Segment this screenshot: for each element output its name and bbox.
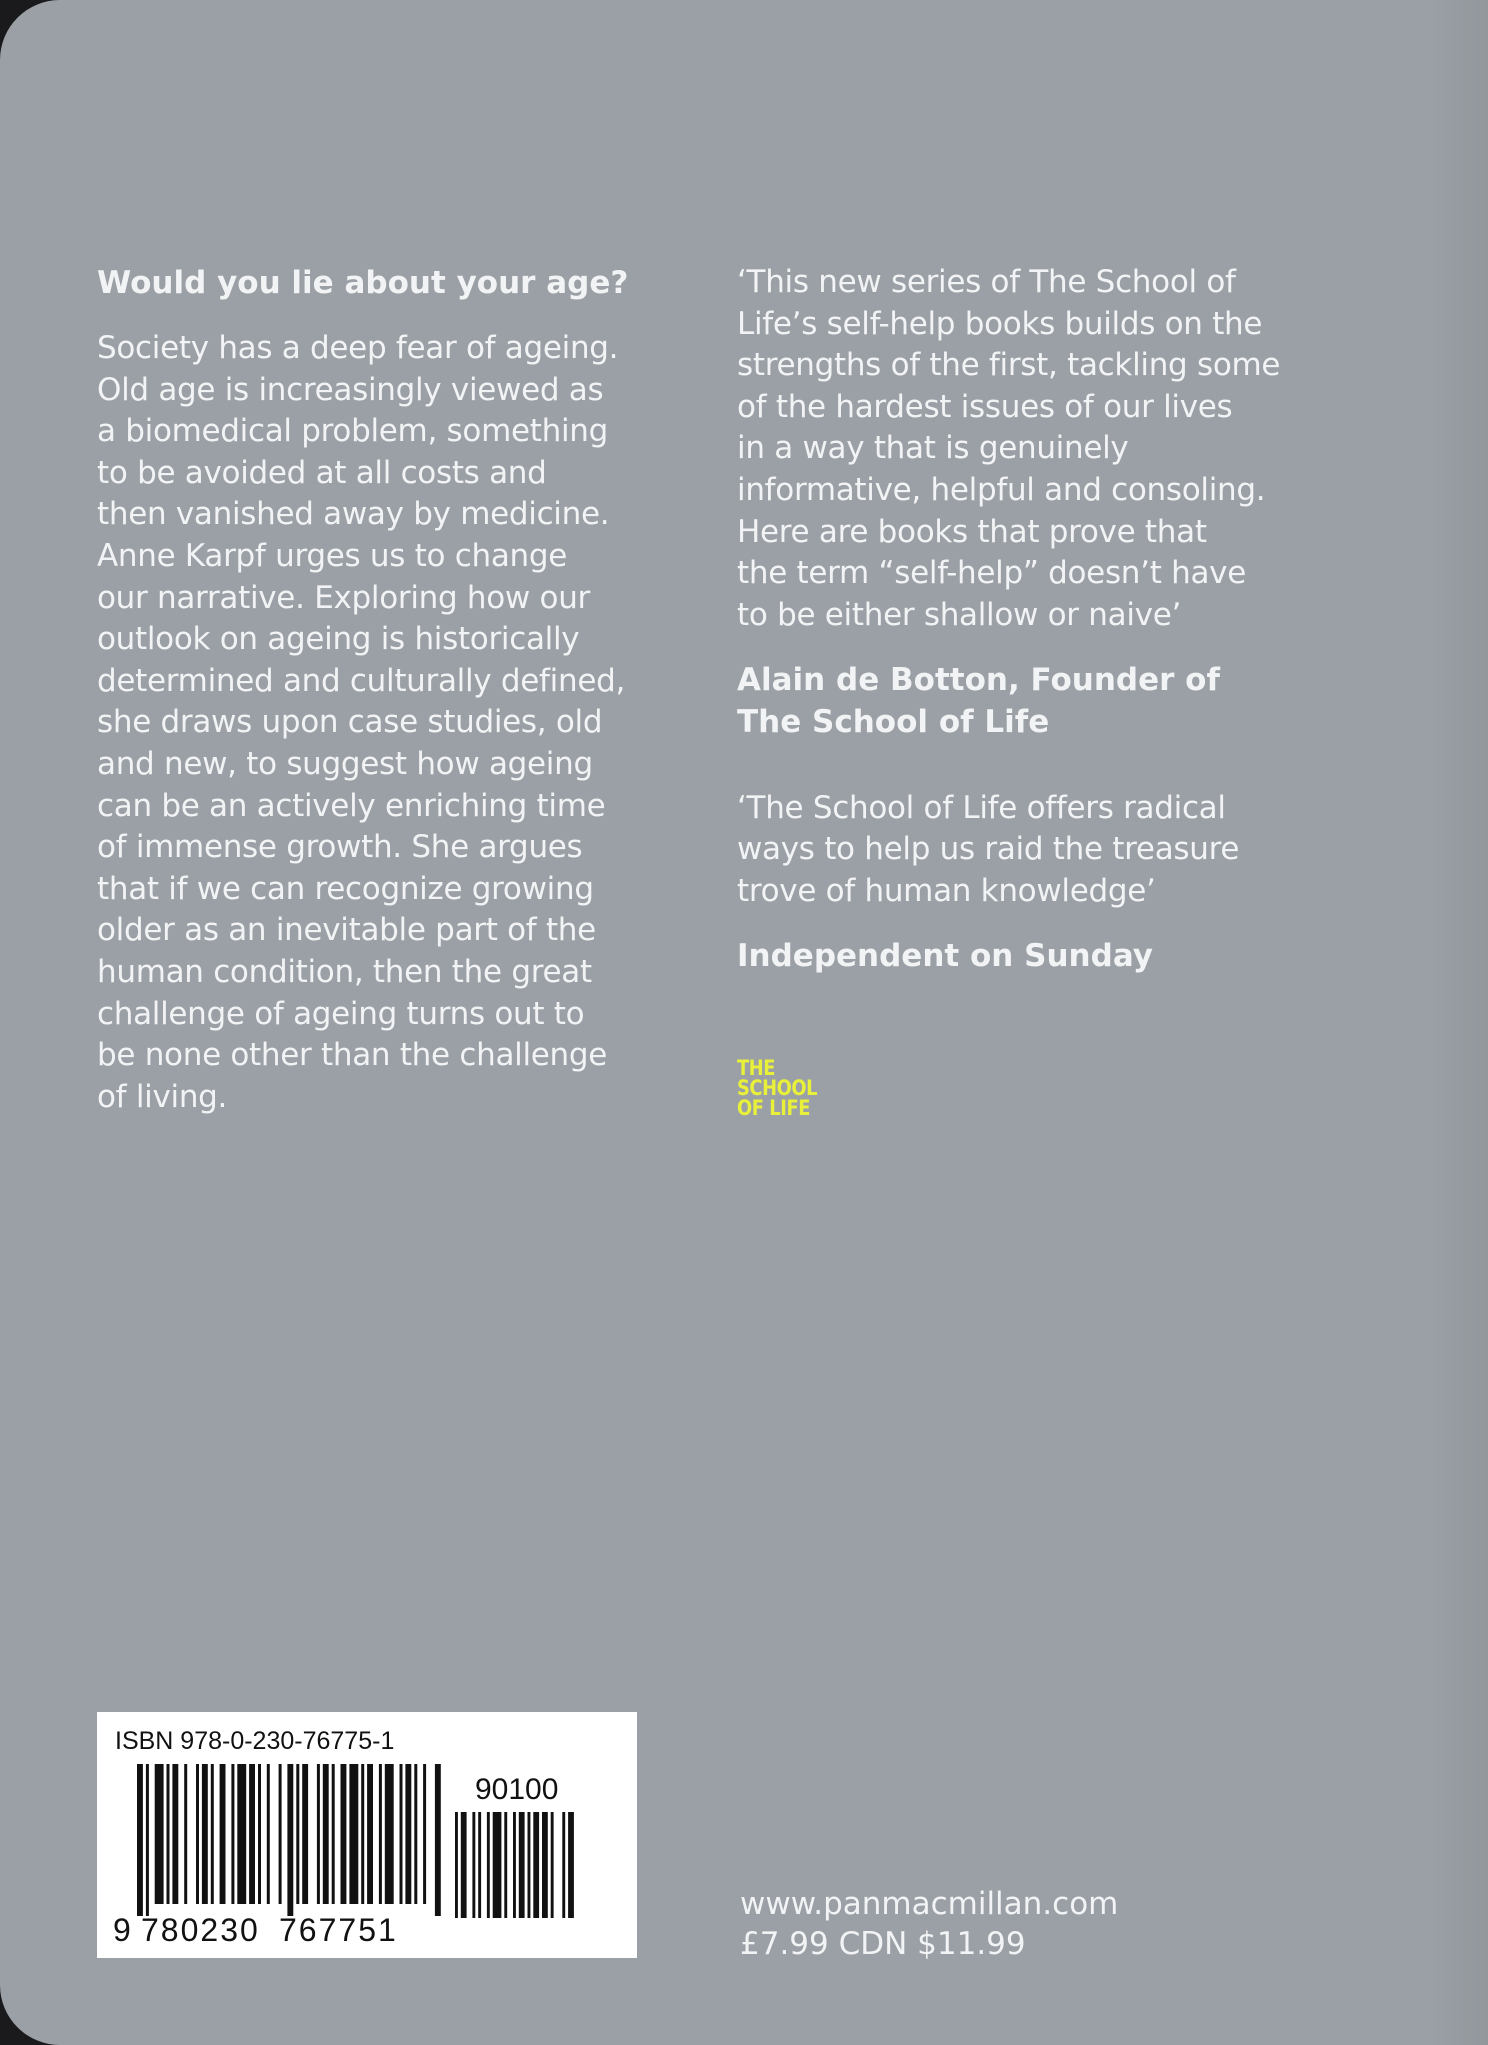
barcode-bar: [361, 1764, 364, 1904]
blurb-line: that if we can recognize growing: [97, 870, 594, 907]
quote-line: Life’s self-help books builds on the: [737, 305, 1263, 342]
publisher-footer: [740, 1884, 1118, 1964]
barcode-bar: [202, 1764, 208, 1904]
blurb-line: can be an actively enriching time: [97, 787, 606, 824]
blurb-line: and new, to suggest how ageing: [97, 745, 593, 782]
barcode-bar: [349, 1764, 358, 1904]
quote-line: informative, helpful and consoling.: [737, 471, 1266, 508]
blurb-line: human condition, then the great: [97, 953, 592, 990]
blurb-line: outlook on ageing is historically: [97, 621, 580, 658]
blurb-column: [97, 262, 707, 1118]
barcode-bar: [258, 1764, 261, 1904]
blurb-line: Anne Karpf urges us to change: [97, 537, 568, 574]
blurb-line: older as an inevitable part of the: [97, 912, 596, 949]
addon-bar: [542, 1812, 548, 1918]
barcode-bar: [279, 1764, 282, 1904]
addon-bar: [568, 1812, 574, 1918]
blurb-line: be none other than the challenge: [97, 1037, 608, 1074]
logo-line: SCHOOL: [737, 1076, 818, 1100]
barcode-bar: [172, 1764, 178, 1904]
barcode-bar: [423, 1764, 426, 1904]
quote-line: in a way that is genuinely: [737, 430, 1129, 467]
addon-bar: [513, 1812, 516, 1918]
addon-bar: [504, 1812, 507, 1918]
barcode-bar: [220, 1764, 226, 1904]
praise-column: [737, 262, 1427, 978]
quote-line: of the hardest issues of our lives: [737, 388, 1233, 425]
blurb-heading: Would you lie about your age?: [97, 265, 629, 301]
addon-barcode-bars: [455, 1812, 574, 1918]
price-info: £7.99 CDN $11.99: [740, 1926, 1026, 1962]
quote-line: ‘This new series of The School of: [737, 264, 1236, 300]
barcode-bar: [137, 1764, 143, 1916]
attribution-1: [737, 660, 1427, 743]
addon-bar: [461, 1812, 467, 1918]
addon-bar: [472, 1812, 475, 1918]
barcode-bar: [405, 1764, 411, 1904]
blurb-line: a biomedical problem, something: [97, 413, 608, 450]
barcode-bar: [155, 1764, 164, 1904]
barcode-bar: [332, 1764, 335, 1904]
addon-bar: [551, 1812, 554, 1918]
blurb-line: Society has a deep fear of ageing.: [97, 330, 619, 366]
blurb-line: to be avoided at all costs and: [97, 454, 547, 491]
addon-bar: [493, 1812, 502, 1918]
addon-bar: [487, 1812, 490, 1918]
blurb-line: Old age is increasingly viewed as: [97, 371, 604, 408]
barcode-graphic: [97, 1712, 637, 1958]
digit-group-1: 780230: [141, 1912, 260, 1948]
blurb-line: our narrative. Exploring how our: [97, 579, 590, 616]
barcode-panel: [97, 1712, 637, 1958]
quote-line: Here are books that prove that: [737, 513, 1207, 550]
addon-bar: [562, 1812, 565, 1918]
barcode-bar: [400, 1764, 403, 1904]
attribution-line: The School of Life: [737, 703, 1050, 740]
quote-line: ‘The School of Life offers radical: [737, 789, 1226, 826]
cover-edge-shade: [1428, 0, 1488, 2045]
barcode-bar: [146, 1764, 149, 1916]
addon-bar: [519, 1812, 525, 1918]
barcode-bar: [302, 1764, 308, 1904]
addon-bar: [533, 1812, 539, 1918]
barcode-bar: [385, 1764, 394, 1904]
barcode-bar: [211, 1764, 214, 1904]
barcode-bar: [341, 1764, 347, 1904]
addon-bar: [528, 1812, 531, 1918]
barcode-bar: [296, 1764, 299, 1904]
barcode-bar: [435, 1764, 441, 1916]
quote-line: ways to help us raid the treasure: [737, 831, 1240, 868]
barcode-bar: [231, 1764, 234, 1904]
barcode-bar: [323, 1764, 329, 1904]
addon-bar: [455, 1812, 458, 1918]
attribution-line: Alain de Botton, Founder of: [737, 662, 1220, 699]
barcode-bar: [367, 1764, 373, 1904]
blurb-line: she draws upon case studies, old: [97, 704, 603, 741]
blurb-line: then vanished away by medicine.: [97, 496, 610, 533]
barcode-bar: [414, 1764, 417, 1904]
barcode-bar: [237, 1764, 246, 1904]
barcode-bar: [167, 1764, 170, 1904]
quote-line: the term “self-help” doesn’t have: [737, 555, 1246, 592]
quote-line: trove of human knowledge’: [737, 872, 1156, 909]
addon-bar: [478, 1812, 481, 1918]
barcode-bar: [379, 1764, 382, 1904]
publisher-website[interactable]: www.panmacmillan.com: [740, 1886, 1119, 1922]
barcode-bar: [287, 1764, 293, 1916]
blurb-line: determined and culturally defined,: [97, 662, 626, 699]
isbn-label: ISBN 978-0-230-76775-1: [115, 1727, 395, 1755]
leading-digit: 9: [113, 1912, 131, 1948]
quote-1: [737, 262, 1427, 636]
blurb-text: [97, 328, 707, 1118]
quote-2: [737, 788, 1427, 913]
logo-line: THE: [737, 1056, 776, 1080]
digit-group-2: 767751: [279, 1912, 398, 1948]
blurb-line: of living.: [97, 1078, 228, 1115]
quote-line: strengths of the first, tackling some: [737, 347, 1281, 384]
blurb-line: of immense growth. She argues: [97, 829, 583, 866]
logo-line: OF LIFE: [737, 1096, 811, 1120]
barcode-bar: [184, 1764, 187, 1904]
school-of-life-logo: [737, 1058, 817, 1118]
barcode-bar: [196, 1764, 199, 1904]
quote-line: to be either shallow or naive’: [737, 596, 1182, 633]
price-code: 90100: [475, 1773, 559, 1806]
attribution-2: Independent on Sunday: [737, 938, 1153, 975]
barcode-bar: [249, 1764, 255, 1904]
barcode-bar: [267, 1764, 270, 1904]
blurb-line: challenge of ageing turns out to: [97, 995, 585, 1032]
barcode-bar: [317, 1764, 320, 1904]
main-barcode-bars: [137, 1764, 441, 1916]
